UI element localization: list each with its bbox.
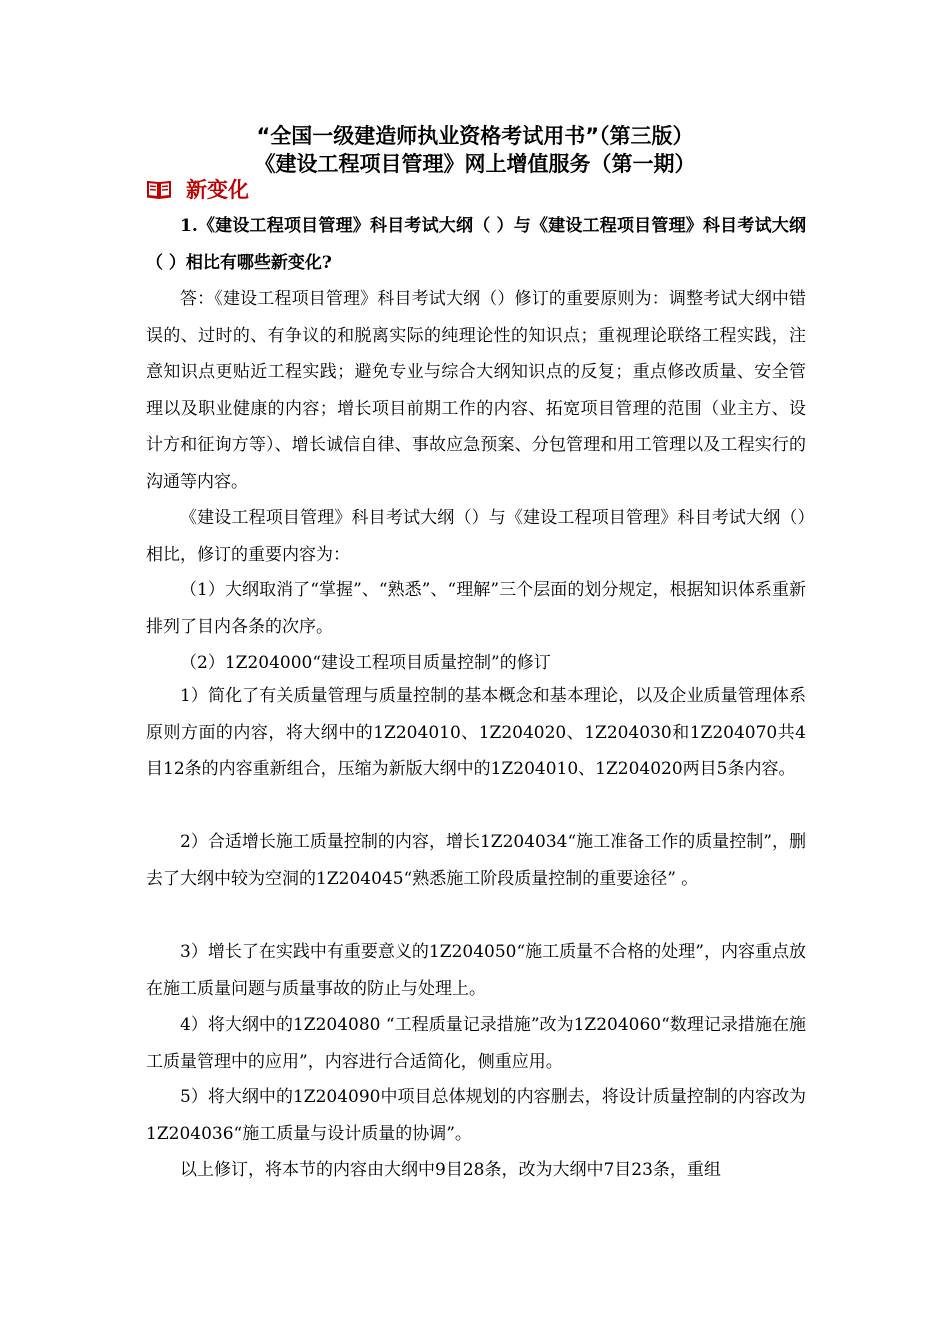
question-heading: 1.《建设工程项目管理》科目考试大纲（ ）与《建设工程项目管理》科目考试大纲（ ）相比有哪些新变化? (146, 216, 806, 273)
revision-subitem-4: 4）将大纲中的1Z204080 “工程质量记录措施”改为1Z204060“数理记录措施在施工质量管理中的应用”，内容进行合适简化，侧重应用。 (146, 1015, 806, 1072)
book-icon (146, 179, 172, 199)
revision-item-1: （1）大纲取消了“掌握”、“熟悉”、“理解”三个层面的划分规定，根据知识体系重新排列了目内各条的次序。 (146, 580, 806, 637)
section-heading (146, 174, 249, 204)
document-title-line-2: 《建设工程项目管理》网上增值服务（第一期） (254, 152, 696, 176)
revision-subitem-1: 1）简化了有关质量管理与质量控制的基本概念和基本理论，以及企业质量管理体系原则方面的内容，将大纲中的1Z204010、1Z204020、1Z204030和1Z204070共4目12条的内容重新组合，压缩为新版大纲中的1Z204010、1Z204020两目5条内容。 (146, 686, 806, 779)
document-title-line-1: “全国一级建造师执业资格考试用书”（第三版） (256, 124, 694, 148)
revision-intro-paragraph: 《建设工程项目管理》科目考试大纲（）与《建设工程项目管理》科目考试大纲（）相比，修订的重要内容为： (146, 508, 806, 565)
revision-subitem-2: 2）合适增长施工质量控制的内容，增长1Z204034“施工准备工作的质量控制”，删去了大纲中较为空洞的1Z204045“熟悉施工阶段质量控制的重要途径” 。 (146, 832, 806, 889)
section-title: 新变化 (186, 178, 249, 202)
revision-subitem-3: 3）增长了在实践中有重要意义的1Z204050“施工质量不合格的处理”，内容重点放在施工质量问题与质量事故的防止与处理上。 (146, 942, 806, 999)
summary-paragraph: 以上修订，将本节的内容由大纲中9目28条，改为大纲中7目23条，重组 (180, 1160, 721, 1180)
revision-item-2: （2）1Z204000“建设工程项目质量控制”的修订 (180, 653, 551, 673)
revision-subitem-5: 5）将大纲中的1Z204090中项目总体规划的内容删去，将设计质量控制的内容改为1Z204036“施工质量与设计质量的协调”。 (146, 1087, 806, 1144)
answer-paragraph: 答：《建设工程项目管理》科目考试大纲（）修订的重要原则为：调整考试大纲中错误的、过时的、有争议的和脱离实际的纯理论性的知识点；重视理论联络工程实践，注意知识点更贴近工程实践；避免专业与综合大纲知识点的反复；重点修改质量、安全管理以及职业健康的内容；增长项目前期工作的内容、拓宽项目管理的范围（业主方、设计方和征询方等）、增长诚信自律、事故应急预案、分包管理和用工管理以及工程实行的沟通等内容。 (146, 289, 806, 492)
